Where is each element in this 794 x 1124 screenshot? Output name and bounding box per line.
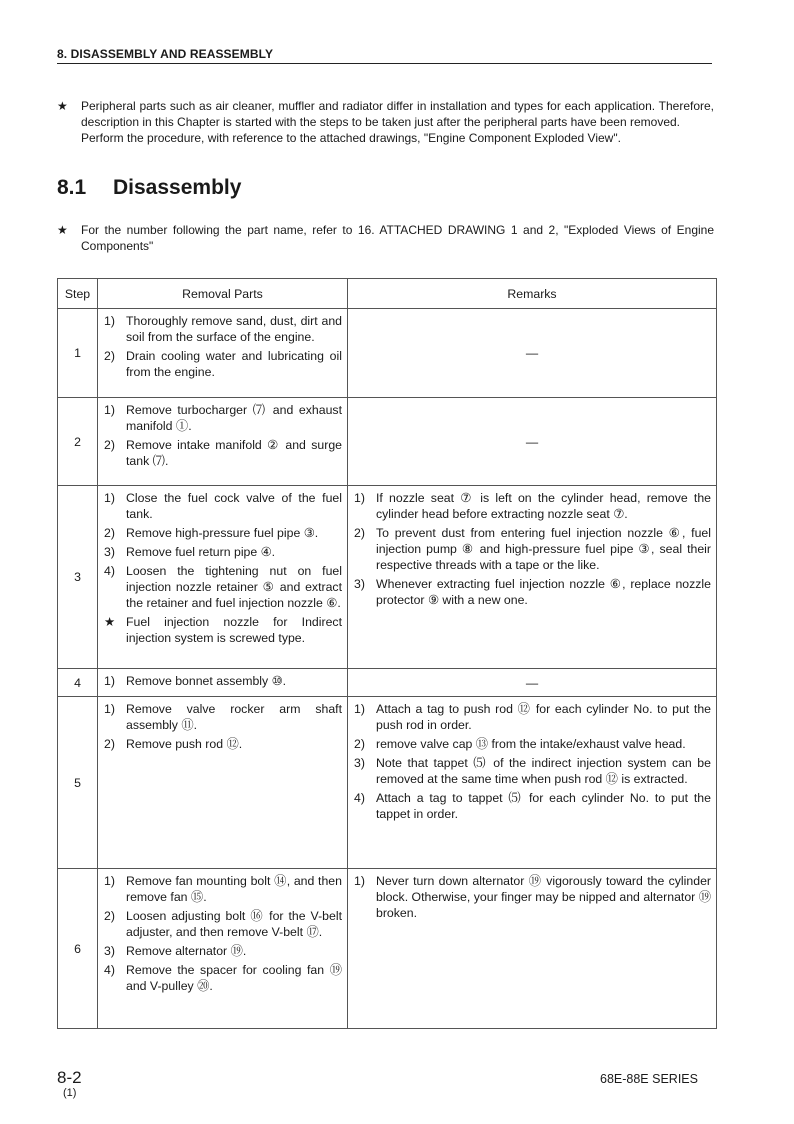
table-row — [58, 669, 717, 697]
remarks-cell — [348, 869, 717, 1029]
item-marker: 3) — [354, 756, 365, 770]
table-header-row — [58, 279, 717, 309]
item-marker: 4) — [104, 963, 115, 977]
remarks-item — [352, 701, 711, 733]
item-text: To prevent dust from entering fuel injection nozzle ⑥, fuel injection pump ⑧ and high-pressure fuel pipe ③, seal their respective threads with a tape or the like. — [376, 526, 711, 572]
removal-item — [102, 701, 342, 733]
item-text: Fuel injection nozzle for Indirect injection system is screwed type. — [126, 615, 342, 645]
removal-list — [98, 398, 347, 476]
step-number: 6 — [58, 869, 98, 1029]
reference-note — [57, 222, 714, 254]
removal-cell — [98, 398, 348, 486]
header-step: Step — [58, 279, 98, 309]
item-text: Attach a tag to push rod ⑫ for each cylinder No. to put the push rod in order. — [376, 702, 711, 732]
removal-list — [98, 669, 347, 696]
item-text: Close the fuel cock valve of the fuel tank. — [126, 491, 342, 521]
series-label: 68E-88E SERIES — [600, 1072, 698, 1086]
removal-item — [102, 402, 342, 434]
table-row — [58, 869, 717, 1029]
item-text: Attach a tag to tappet ⑸ for each cylinder No. to put the tappet in order. — [376, 791, 711, 821]
removal-item — [102, 962, 342, 994]
remarks-cell — [348, 669, 717, 697]
removal-item — [102, 614, 342, 646]
item-marker: ★ — [104, 615, 116, 629]
reference-line: For the number following the part name, refer to 16. ATTACHED DRAWING 1 and 2, "Exploded Views of Engine Components" — [81, 223, 714, 253]
removal-cell — [98, 697, 348, 869]
remarks-item — [352, 790, 711, 822]
removal-item — [102, 563, 342, 611]
remarks-item — [352, 873, 711, 921]
item-marker: 1) — [104, 874, 115, 888]
disassembly-table — [57, 278, 717, 1029]
item-marker: 2) — [104, 909, 115, 923]
item-text: Remove turbocharger ⑺ and exhaust manifold ①. — [126, 403, 342, 433]
step-number: 5 — [58, 697, 98, 869]
item-marker: 1) — [354, 702, 365, 716]
item-marker: 1) — [354, 491, 365, 505]
item-text: Loosen adjusting bolt ⑯ for the V-belt adjuster, and then remove V-belt ⑰. — [126, 909, 342, 939]
item-text: Remove the spacer for cooling fan ⑲ and V-pulley ⑳. — [126, 963, 342, 993]
intro-line: Peripheral parts such as air cleaner, muffler and radiator differ in installation and types for each application. Therefore, description in this Chapter is started with the steps to be taken just after the peripheral parts have been removed. — [81, 99, 714, 129]
item-marker: 2) — [104, 737, 115, 751]
header-removal: Removal Parts — [98, 279, 348, 309]
table-row — [58, 697, 717, 869]
empty-remark-dash: — — [525, 675, 539, 690]
removal-list — [98, 869, 347, 1001]
item-marker: 3) — [104, 944, 115, 958]
item-marker: 4) — [354, 791, 365, 805]
revision: (1) — [63, 1087, 77, 1099]
page-number: 8-2 — [57, 1068, 82, 1087]
item-text: Drain cooling water and lubricating oil from the engine. — [126, 349, 342, 379]
removal-item — [102, 736, 342, 752]
remarks-item — [352, 490, 711, 522]
item-marker: 4) — [104, 564, 115, 578]
removal-cell — [98, 309, 348, 398]
removal-cell — [98, 669, 348, 697]
intro-note — [57, 98, 714, 146]
removal-cell — [98, 486, 348, 669]
item-marker: 3) — [354, 577, 365, 591]
item-text: Loosen the tightening nut on fuel injection nozzle retainer ⑤ and extract the retainer and fuel injection nozzle ⑥. — [126, 564, 342, 610]
item-text: Remove fuel return pipe ④. — [126, 545, 276, 559]
empty-remark-dash: — — [525, 346, 539, 360]
remarks-cell — [348, 697, 717, 869]
remarks-item — [352, 576, 711, 608]
step-number: 2 — [58, 398, 98, 486]
item-text: Remove bonnet assembly ⑩. — [126, 674, 287, 688]
removal-item — [102, 348, 342, 380]
step-number: 1 — [58, 309, 98, 398]
item-marker: 1) — [104, 491, 115, 505]
empty-remark-dash: — — [525, 434, 539, 449]
item-text: Remove valve rocker arm shaft assembly ⑪. — [126, 702, 342, 732]
removal-list — [98, 309, 347, 387]
star-mark: ★ — [57, 99, 68, 113]
remarks-item — [352, 755, 711, 787]
removal-item — [102, 873, 342, 905]
removal-item — [102, 673, 342, 689]
remarks-cell — [348, 309, 717, 398]
removal-cell — [98, 869, 348, 1029]
item-text: remove valve cap ⑬ from the intake/exhaust valve head. — [376, 737, 686, 751]
item-marker: 1) — [354, 874, 365, 888]
item-marker: 2) — [104, 438, 115, 452]
step-number: 4 — [58, 669, 98, 697]
section-title: Disassembly — [113, 176, 242, 199]
item-text: Remove push rod ⑫. — [126, 737, 243, 751]
removal-item — [102, 437, 342, 469]
item-text: Remove intake manifold ② and surge tank ⑺. — [126, 438, 342, 468]
table-row — [58, 398, 717, 486]
remarks-item — [352, 736, 711, 752]
item-marker: 2) — [104, 349, 115, 363]
star-mark: ★ — [57, 223, 68, 237]
remarks-list — [348, 869, 716, 928]
table-row — [58, 309, 717, 398]
chapter-header: 8. DISASSEMBLY AND REASSEMBLY — [57, 47, 712, 64]
removal-list — [98, 486, 347, 653]
item-marker: 1) — [104, 403, 115, 417]
item-text: Whenever extracting fuel injection nozzle ⑥, replace nozzle protector ⑨ with a new one. — [376, 577, 711, 607]
removal-item — [102, 525, 342, 541]
section-heading — [57, 176, 241, 200]
removal-item — [102, 544, 342, 560]
item-marker: 2) — [354, 737, 365, 751]
remarks-item — [352, 525, 711, 573]
table-row — [58, 486, 717, 669]
removal-item — [102, 313, 342, 345]
item-marker: 2) — [354, 526, 365, 540]
item-text: Remove fan mounting bolt ⑭, and then remove fan ⑮. — [126, 874, 342, 904]
item-marker: 1) — [104, 314, 115, 328]
item-text: Note that tappet ⑸ of the indirect injection system can be removed at the same time when push rod ⑫ is extracted. — [376, 756, 711, 786]
item-marker: 2) — [104, 526, 115, 540]
removal-item — [102, 943, 342, 959]
item-text: If nozzle seat ⑦ is left on the cylinder head, remove the cylinder head before extracting nozzle seat ⑦. — [376, 491, 711, 521]
remarks-list — [348, 697, 716, 829]
removal-item — [102, 908, 342, 940]
removal-item — [102, 490, 342, 522]
remarks-list — [348, 486, 716, 615]
remarks-cell — [348, 486, 717, 669]
section-number: 8.1 — [57, 176, 87, 199]
item-text: Remove high-pressure fuel pipe ③. — [126, 526, 319, 540]
item-text: Remove alternator ⑲. — [126, 944, 247, 958]
step-number: 3 — [58, 486, 98, 669]
item-marker: 1) — [104, 702, 115, 716]
item-text: Never turn down alternator ⑲ vigorously toward the cylinder block. Otherwise, your finger may be nipped and alternator ⑲ broken. — [376, 874, 711, 920]
remarks-cell — [348, 398, 717, 486]
removal-list — [98, 697, 347, 759]
item-marker: 3) — [104, 545, 115, 559]
item-text: Thoroughly remove sand, dust, dirt and soil from the surface of the engine. — [126, 314, 342, 344]
item-marker: 1) — [104, 674, 115, 688]
intro-line: Perform the procedure, with reference to the attached drawings, "Engine Component Exploded View". — [81, 131, 621, 145]
header-remarks: Remarks — [348, 279, 717, 309]
